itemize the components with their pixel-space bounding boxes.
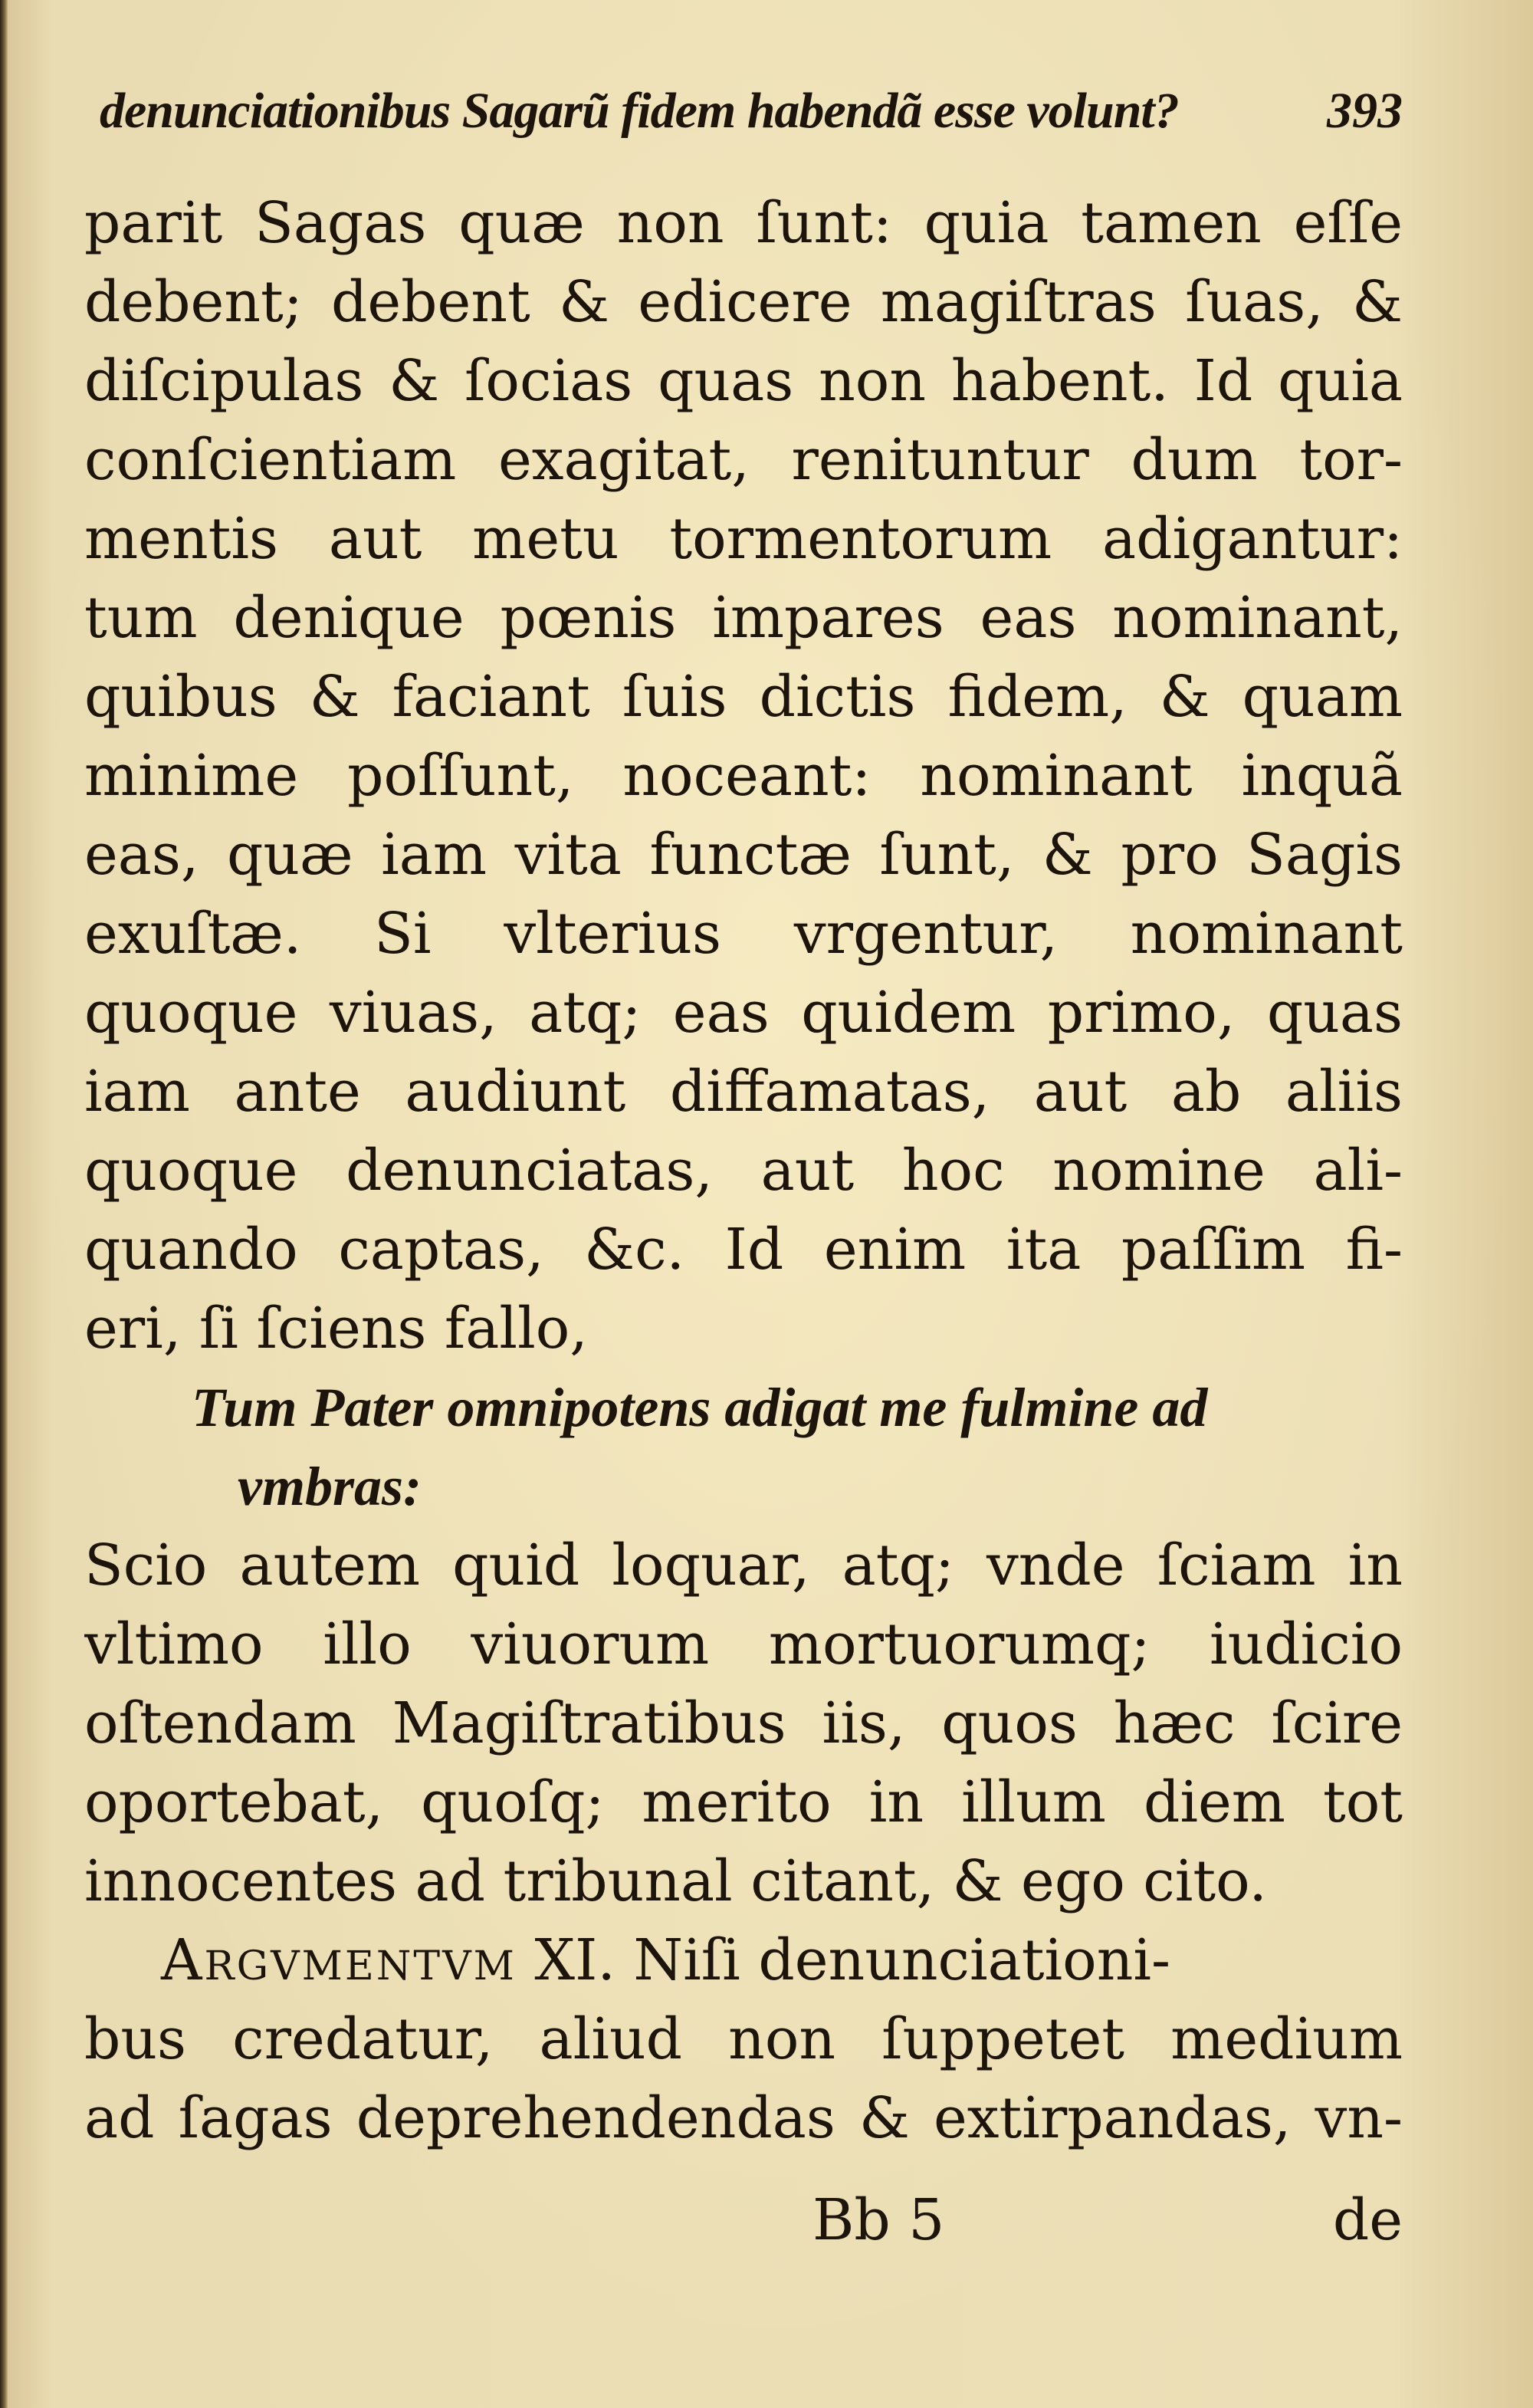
text-line: oportebat, quoſq; merito in illum diem tot	[84, 1769, 1403, 1835]
running-title: denunciationibus Sagarũ fidem habendã esse volunt?	[100, 83, 1179, 139]
book-page	[8, 0, 1533, 2408]
book-spine-edge	[0, 0, 8, 2408]
text-line: eri, ſi ſciens fallo,	[84, 1296, 588, 1362]
text-line: tum denique pœnis impares eas nominant,	[84, 585, 1403, 651]
text-line: quoque denunciatas, aut hoc nomine ali-	[84, 1138, 1403, 1204]
text-line: minime poſſunt, noceant: nominant inquã	[84, 743, 1403, 809]
page-footer	[84, 2181, 1403, 2260]
text-line: parit Sagas quæ non ſunt: quia tamen eſſe	[84, 190, 1403, 256]
catchword: de	[1332, 2187, 1403, 2253]
text-line: conſcientiam exagitat, renituntur dum tor-	[84, 427, 1403, 493]
text-line: Scio autem quid loquar, atq; vnde ſciam in	[84, 1533, 1403, 1598]
text-line: mentis aut metu tormentorum adigantur:	[84, 506, 1403, 572]
text-line: quoque viuas, atq; eas quidem primo, quas	[84, 980, 1403, 1046]
signature-mark: Bb 5	[812, 2187, 945, 2253]
text-line: diſcipulas & ſocias quas non habent. Id quia	[84, 348, 1403, 414]
main-text-block	[84, 184, 1403, 2158]
page-number: 393	[1327, 83, 1403, 139]
page-header	[100, 69, 1403, 153]
text-line: debent; debent & edicere magiſtras ſuas, &	[84, 269, 1403, 335]
text-line: exuſtæ. Si vlterius vrgentur, nominant	[84, 901, 1403, 967]
text-line: quibus & faciant ſuis dictis fidem, & quam	[84, 664, 1403, 730]
verse-line: Tum Pater omnipotens adigat me fulmine ad	[192, 1377, 1208, 1438]
argument-label: Argvmentvm	[161, 1927, 517, 1993]
text-line: innocentes ad tribunal citant, & ego cito.	[84, 1848, 1267, 1914]
argument-text: Niſi denunciationi-	[633, 1927, 1171, 1993]
text-line: iam ante audiunt diffamatas, aut ab aliis	[84, 1059, 1403, 1125]
text-line: eas, quæ iam vita functæ ſunt, & pro Sagis	[84, 822, 1403, 888]
text-line: quando captas, &c. Id enim ita paſſim fi-	[84, 1217, 1403, 1283]
text-line: ad ſagas deprehendendas & extirpandas, vn-	[84, 2085, 1403, 2151]
text-line: oſtendam Magiſtratibus iis, quos hæc ſcire	[84, 1690, 1403, 1756]
text-line: vltimo illo viuorum mortuorumq; iudicio	[84, 1611, 1403, 1677]
text-line: bus credatur, aliud non ſuppetet medium	[84, 2006, 1403, 2072]
verse-line: vmbras:	[238, 1456, 422, 1517]
argument-heading-line	[84, 1921, 1403, 2000]
argument-number: XI.	[534, 1927, 615, 1993]
